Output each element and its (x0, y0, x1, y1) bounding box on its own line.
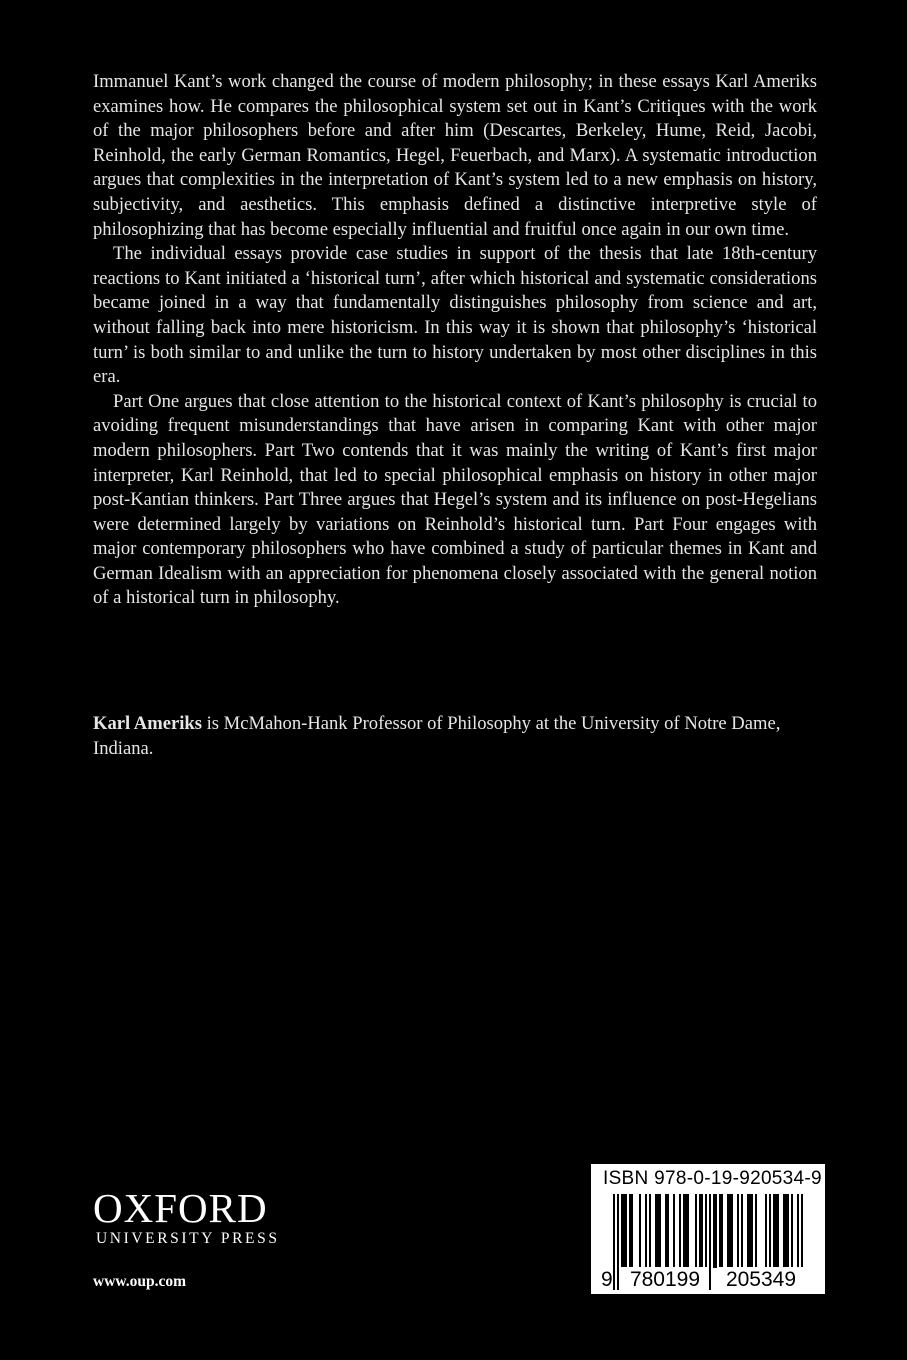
barcode-bar (685, 1194, 687, 1268)
publisher-website: www.oup.com (93, 1273, 187, 1290)
barcode-bar (667, 1194, 669, 1268)
back-cover-blurb (93, 70, 817, 611)
barcode-bar (645, 1194, 647, 1268)
barcode-bar (747, 1194, 749, 1268)
barcode-bar (679, 1194, 681, 1268)
barcode-bar (621, 1194, 623, 1268)
barcode-bar (649, 1194, 651, 1268)
blurb-paragraph-1: Immanuel Kant’s work changed the course of modern philosophy; in these essays Karl Ameriks examines how. He compares the philosophical system set out in Kant’s Critiques with the work of the major philosophers before and after him (Descartes, Berkeley, Hume, Reid, Jacobi, Reinhold, the early German Romantics, Hegel, Feuerbach, and Marx). A systematic introduction argues that complexities in the interpretation of Kant’s system led to a new emphasis on history, subjectivity, and aesthetics. This emphasis defined a distinctive interpretive style of philosophizing that has become especially influential and fruitful once again in our own time. (93, 71, 817, 240)
barcode-bar (719, 1194, 721, 1268)
barcode-bar (777, 1194, 779, 1268)
barcode-bar (791, 1194, 793, 1268)
barcode-bar (687, 1194, 689, 1268)
barcode-bar (683, 1194, 685, 1268)
barcode-bar (673, 1194, 675, 1268)
barcode-bar (701, 1194, 703, 1268)
barcode-bar (721, 1194, 723, 1268)
barcode-bar (751, 1194, 753, 1268)
barcode-bar (773, 1194, 775, 1268)
barcode-bar (613, 1194, 615, 1290)
barcode-bar (709, 1194, 711, 1290)
blurb-paragraph-3: Part One argues that close attention to the historical context of Kant’s philosophy is crucial to avoiding frequent misunderstandings that have arisen in comparing Kant with other major modern philosophers. Part Two contends that it was mainly the writing of Kant’s first major interpreter, Karl Reinhold, that led to special philosophical emphasis on history in other major post-Kantian thinkers. Part Three argues that Hegel’s system and its influence on post-Hegelians were determined largely by variations on Reinhold’s historical turn. Part Four engages with major contemporary philosophers who have combined a study of particular themes in Kant and German Idealism with an appreciation for phenomena closely associated with the general notion of a historical turn in philosophy. (93, 390, 817, 609)
barcode-right-digits: 205349 (725, 1268, 797, 1291)
barcode-bar (623, 1194, 625, 1268)
barcode-bar (727, 1194, 729, 1268)
publisher-logo (93, 1186, 280, 1248)
barcode-bar (713, 1194, 715, 1268)
barcode-bar (741, 1194, 743, 1268)
barcode-bar (617, 1194, 619, 1290)
barcode-lead-digit: 9 (601, 1268, 613, 1291)
barcode-bar (749, 1194, 751, 1268)
barcode-bar (737, 1194, 739, 1268)
publisher-subtitle: UNIVERSITY PRESS (96, 1230, 280, 1247)
barcode-bar (769, 1194, 771, 1268)
barcode-left-digits: 780199 (629, 1268, 701, 1291)
barcode-box (591, 1164, 825, 1294)
author-name: Karl Ameriks (93, 713, 202, 734)
barcode-bar (625, 1194, 627, 1268)
barcode-bar (785, 1194, 787, 1268)
barcode-bar (787, 1194, 789, 1268)
barcode-bar (699, 1194, 701, 1268)
barcode-bar (639, 1194, 641, 1268)
author-bio-text: is McMahon-Hank Professor of Philosophy at the University of Notre Dame, Indiana. (93, 713, 781, 759)
barcode-bar (665, 1194, 667, 1268)
blurb-paragraph-2: The individual essays provide case studies in support of the thesis that late 18th-century reactions to Kant initiated a ‘historical turn’, after which historical and systematic considerations became joined in a way that fundamentally distinguishes philosophy from science and art, without falling back into mere historicism. In this way it is shown that philosophy’s ‘historical turn’ is both similar to and unlike the turn to history undertaken by most other disciplines in this era. (93, 243, 817, 388)
barcode-bar (659, 1194, 661, 1268)
barcode-bar (631, 1194, 633, 1268)
publisher-name: OXFORD (93, 1185, 268, 1231)
barcode-bar (729, 1194, 731, 1268)
barcode-bar (775, 1194, 777, 1268)
barcode-bar (731, 1194, 733, 1268)
barcode-bar (657, 1194, 659, 1268)
isbn-label: ISBN 978-0-19-920534-9 (603, 1168, 822, 1189)
barcode-bar (629, 1194, 631, 1268)
author-bio (93, 712, 817, 761)
barcode-bar (755, 1194, 757, 1268)
barcode-bar (655, 1194, 657, 1268)
barcode-bar (715, 1194, 717, 1268)
barcode-bar (765, 1194, 767, 1268)
barcode-bar (695, 1194, 697, 1268)
barcode-bar (783, 1194, 785, 1268)
barcode-graphic (591, 1164, 825, 1294)
